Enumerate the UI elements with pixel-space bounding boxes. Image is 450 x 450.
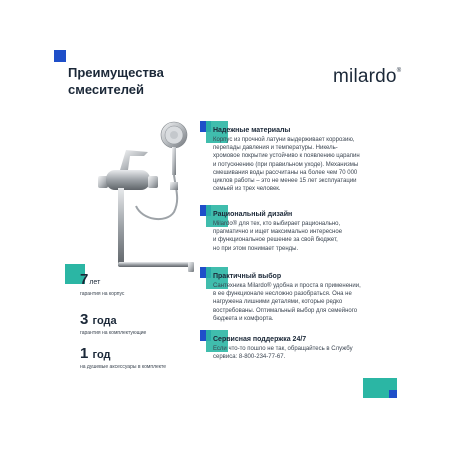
text-line: циклов работы – это не менее 15 лет эксплуатации [213,178,357,185]
text-line: смешивания воды рассчитаны на более чем 70 000 [213,169,358,176]
section-title: Практичный выбор [213,273,282,280]
section-text [213,136,383,193]
stat-unit: лет [89,279,101,286]
text-line: Сантехника Milardo® удобна и проста в применении, [213,283,361,289]
text-line: в ее функционале несложно разобраться. Она не [213,291,352,298]
brand-name: milardo [333,66,397,87]
text-line: прагматично и ищет максимально интересное [213,229,343,236]
stat-1 [80,272,124,297]
section-service [213,335,383,361]
text-line: сервиса: 8-800-234-77-67. [213,354,286,361]
text-line: но при этом понимает тренды. [213,245,299,252]
text-line: хромовое покрытие устойчиво к появлению царапин [213,153,360,160]
shower-head-icon [161,122,187,175]
stat-number: 7 [80,271,89,288]
mixer-body-icon [98,150,158,190]
section-title: Надежные материалы [213,127,291,134]
brand-logo [333,66,401,88]
stat-3 [80,346,166,370]
page-title [68,64,164,98]
section-title: Сервисная поддержка 24/7 [213,336,307,343]
section-title: Рациональный дизайн [213,211,293,218]
text-line: перепады давления и температуры. Никель- [213,145,338,152]
text-line: бюджета и комфорта. [213,315,274,322]
text-line: Если что-то пошло не так, обращайтесь в Службу [213,346,353,352]
page-title-line2: смесителей [68,82,145,97]
text-line: и функциональное решение за свой бюджет, [213,237,338,244]
stat-unit: год [92,349,111,361]
section-practical [213,272,383,323]
text-line: Milardo® для тех, кто выбирает рационально, [213,221,341,227]
section-text [213,220,383,253]
section-design [213,210,383,253]
text-line: семьей из трех человек. [213,186,281,193]
stat-2 [80,312,146,336]
corner-blue-square [54,50,66,62]
text-line: Корпус из прочной латуни выдерживает коррозию, [213,137,355,143]
text-line: нагружена лишними деталями, которые редко [213,299,343,306]
faucet-image [96,120,196,285]
stat-number: 1 [80,345,89,362]
bottom-right-blue-square [389,390,397,398]
stat-caption: гарантия на комплектующие [80,330,147,336]
stat-caption: на душевые аксессуары в комплекте [80,364,167,370]
stat-unit: года [92,315,117,327]
brand-reg-mark: ® [396,68,402,74]
section-text [213,345,383,361]
stat-caption: гарантия на корпус [80,291,125,297]
text-line: и потускнению (при правильном уходе). Механизмы [213,161,359,168]
section-text [213,282,383,323]
text-line: востребованы. Оптимальный выбор для семейного [213,307,358,314]
section-materials [213,126,383,193]
page-title-line1: Преимущества [68,65,164,80]
stat-number: 3 [80,311,89,328]
spout-icon [118,188,194,272]
